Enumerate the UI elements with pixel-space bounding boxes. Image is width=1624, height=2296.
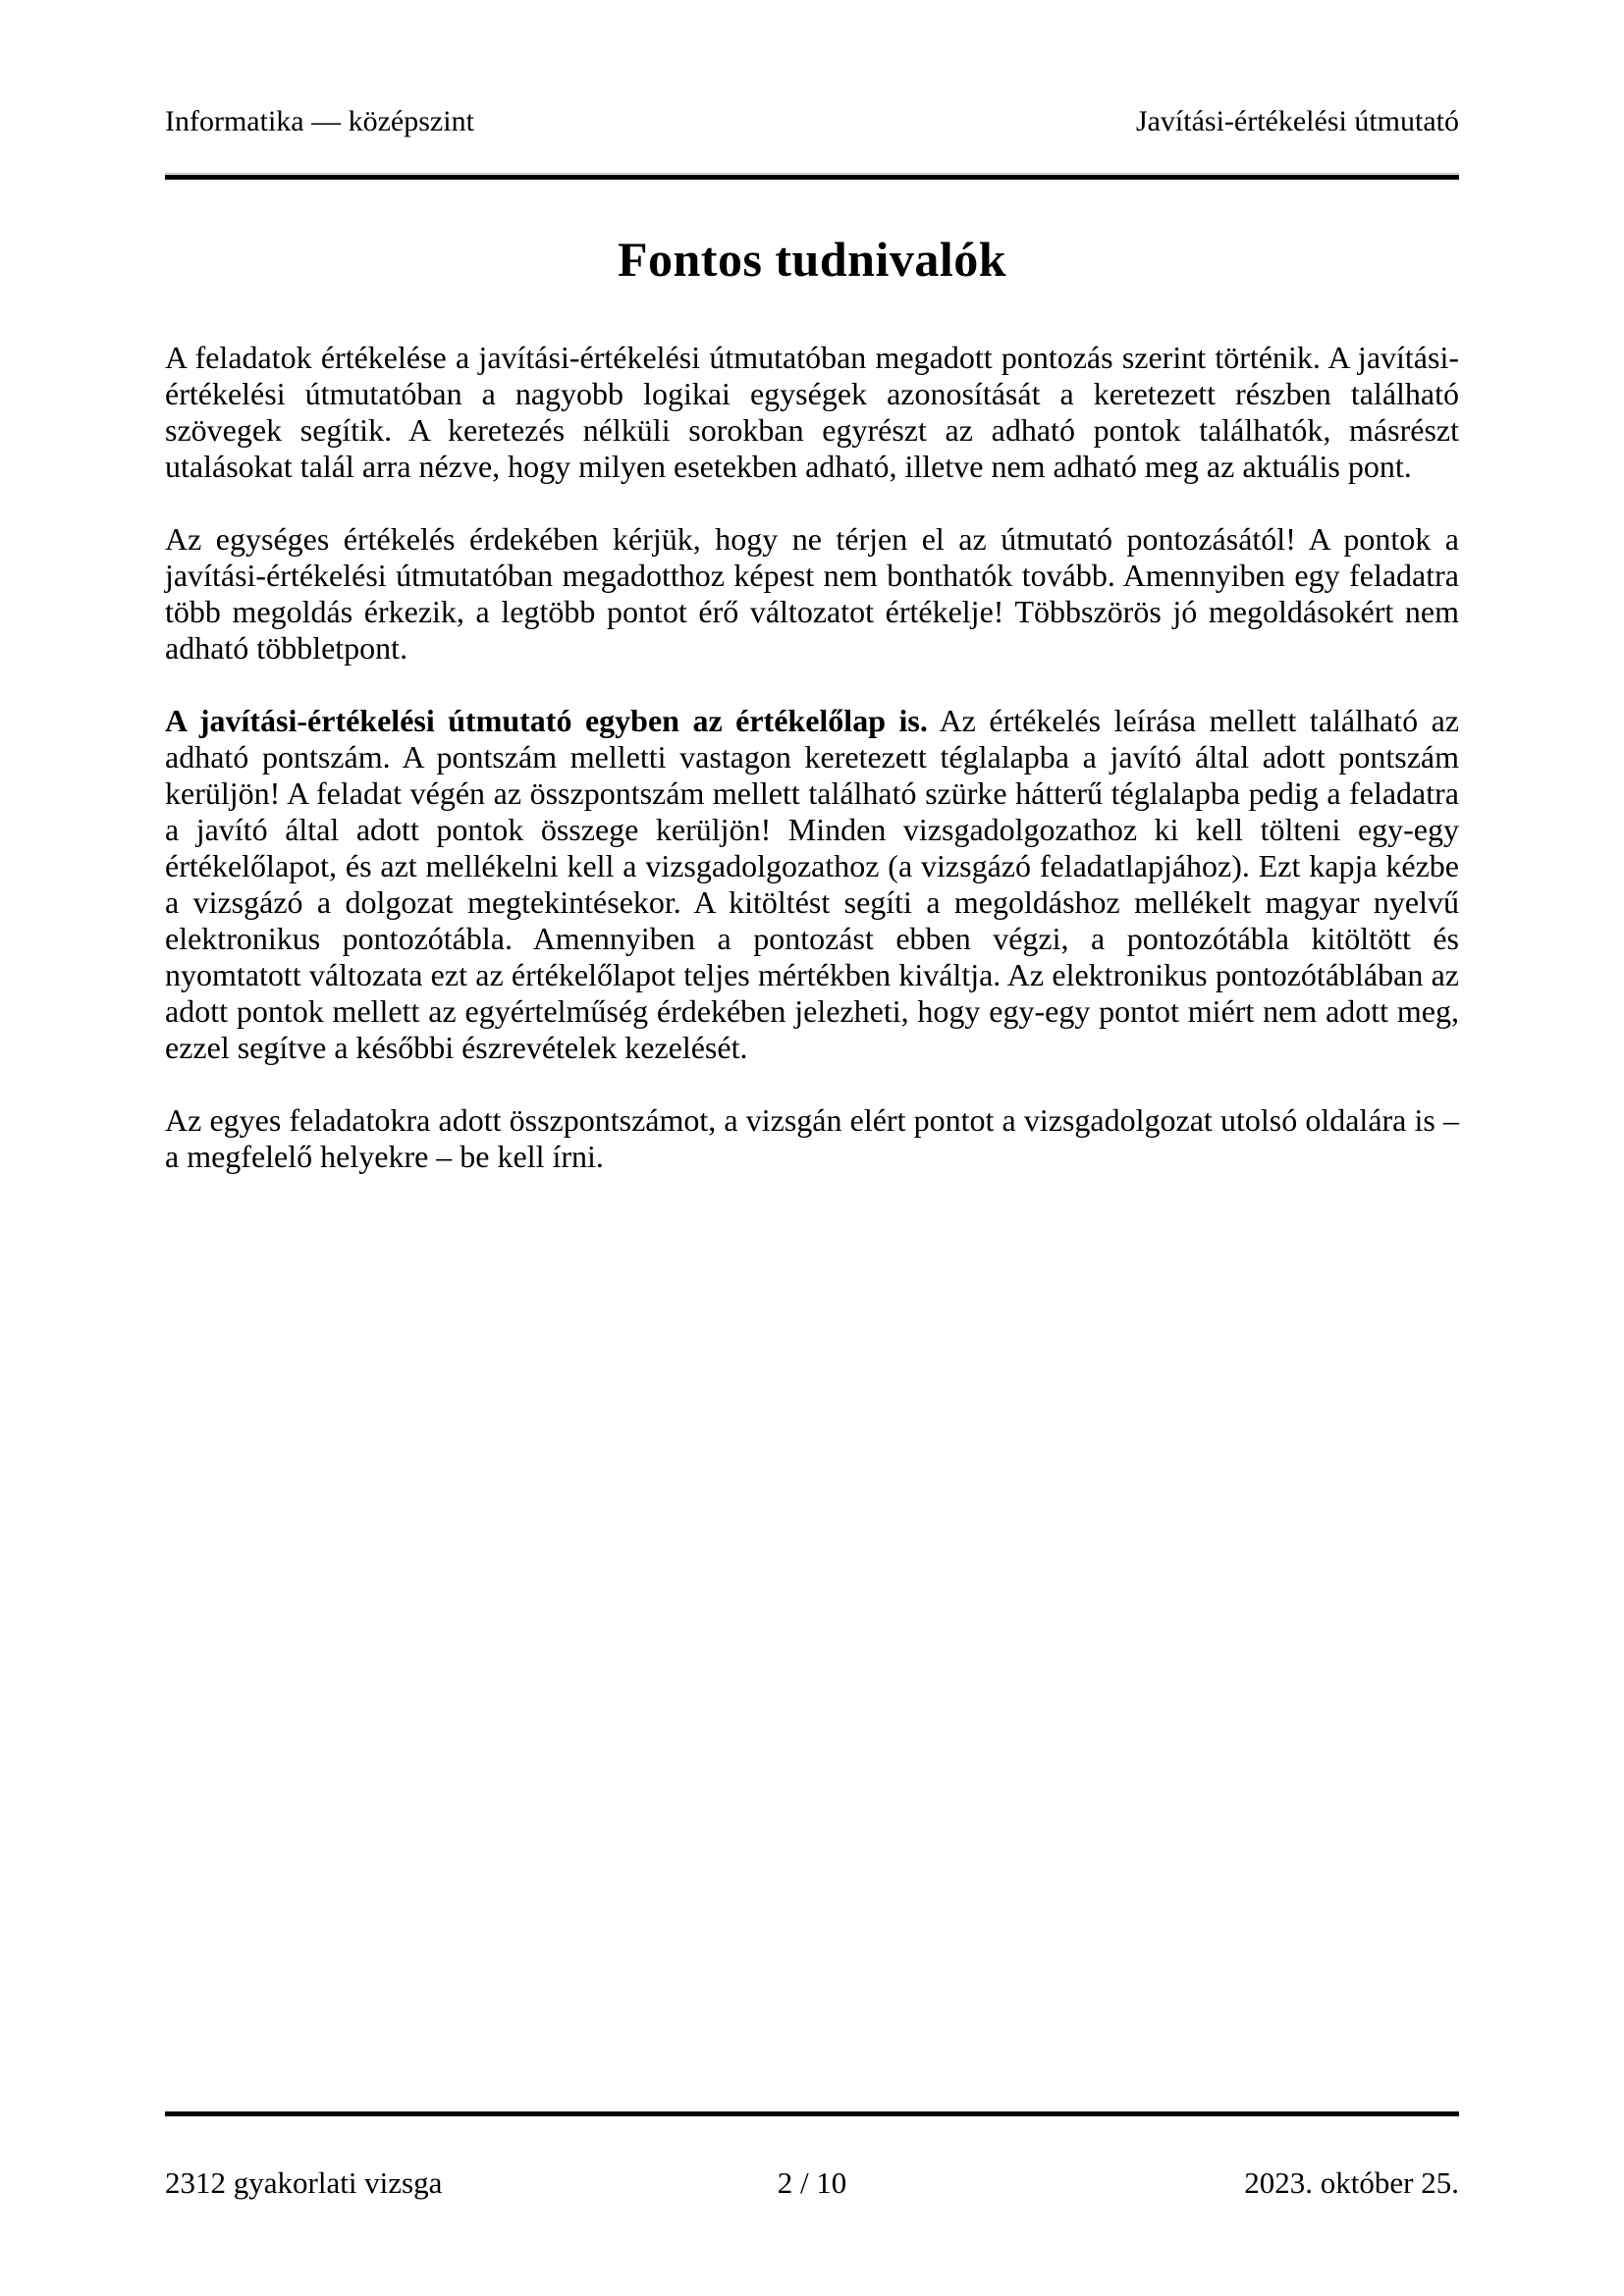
- header-subject-text: Informatika — középszint: [165, 105, 474, 137]
- paragraph-total-scores: Az egyes feladatokra adott összpontszámot, a vizsgán elért pontot a vizsgadolgozat utolsó oldalára is – a megfelelő helyekre – be kell írni.: [165, 1102, 1459, 1174]
- paragraph-uniform-evaluation: Az egységes értékelés érdekében kérjük, hogy ne térjen el az útmutató pontozásától! A pontok a javítási-értékelési útmutatóban megadotthoz képest nem bonthatók tovább. Amennyiben egy feladatra több megoldás érkezik, a legtöbb pontot érő változatot értékelje! Többszörös jó megoldásokért nem adható többletpont.: [165, 521, 1459, 666]
- footer-date: 2023. október 25.: [1244, 2165, 1459, 2200]
- body-text: [165, 340, 1459, 1175]
- header-doctype-text: Javítási-értékelési útmutató: [1135, 105, 1459, 137]
- footer-rule: [165, 2111, 1459, 2116]
- header-rule: [165, 173, 1459, 180]
- page-title: Fontos tudnivalók: [617, 232, 1007, 287]
- footer-exam-code: 2312 gyakorlati vizsga: [165, 2165, 443, 2200]
- paragraph-scoring-rules: A feladatok értékelése a javítási-értékelési útmutatóban megadott pontozás szerint történik. A javítási-értékelési útmutatóban a nagyobb logikai egységek azonosítását a keretezett részben található szövegek segítik. A keretezés nélküli sorokban egyrészt az adható pontok találhatók, másrészt utalásokat talál arra nézve, hogy milyen esetekben adható, illetve nem adható meg az aktuális pont.: [165, 340, 1459, 484]
- footer-page-number: 2 / 10: [777, 2165, 847, 2200]
- paragraph-bold-lead: A javítási-értékelési útmutató egyben az értékelőlap is.: [165, 703, 928, 738]
- paragraph-evaluation-sheet: [165, 703, 1459, 1066]
- page-footer: [165, 2164, 1459, 2201]
- page-header: [165, 104, 1459, 139]
- paragraph-evaluation-sheet-rest: Az értékelés leírása mellett található az adható pontszám. A pontszám melletti vastagon keretezett téglalapba a javító által adott pontszám kerüljön! A feladat végén az összpontszám mellett található szürke hátterű téglalapba pedig a feladatra a javító által adott pontok összege kerüljön! Minden vizsgadolgozathoz ki kell tölteni egy-egy értékelőlapot, és azt mellékelni kell a vizsgadolgozathoz (a vizsgázó feladatlapjához). Ezt kapja kézbe a vizsgázó a dolgozat megtekintésekor. A kitöltést segíti a megoldáshoz mellékelt magyar nyelvű elektronikus pontozótábla. Amennyiben a pontozást ebben végzi, a pontozótábla kitöltött és nyomtatott változata ezt az értékelőlapot teljes mértékben kiváltja. Az elektronikus pontozótáblában az adott pontok mellett az egyértelműség érdekében jelezheti, hogy egy-egy pontot miért nem adott meg, ezzel segítve a későbbi észrevételek kezelését.: [165, 703, 1460, 1065]
